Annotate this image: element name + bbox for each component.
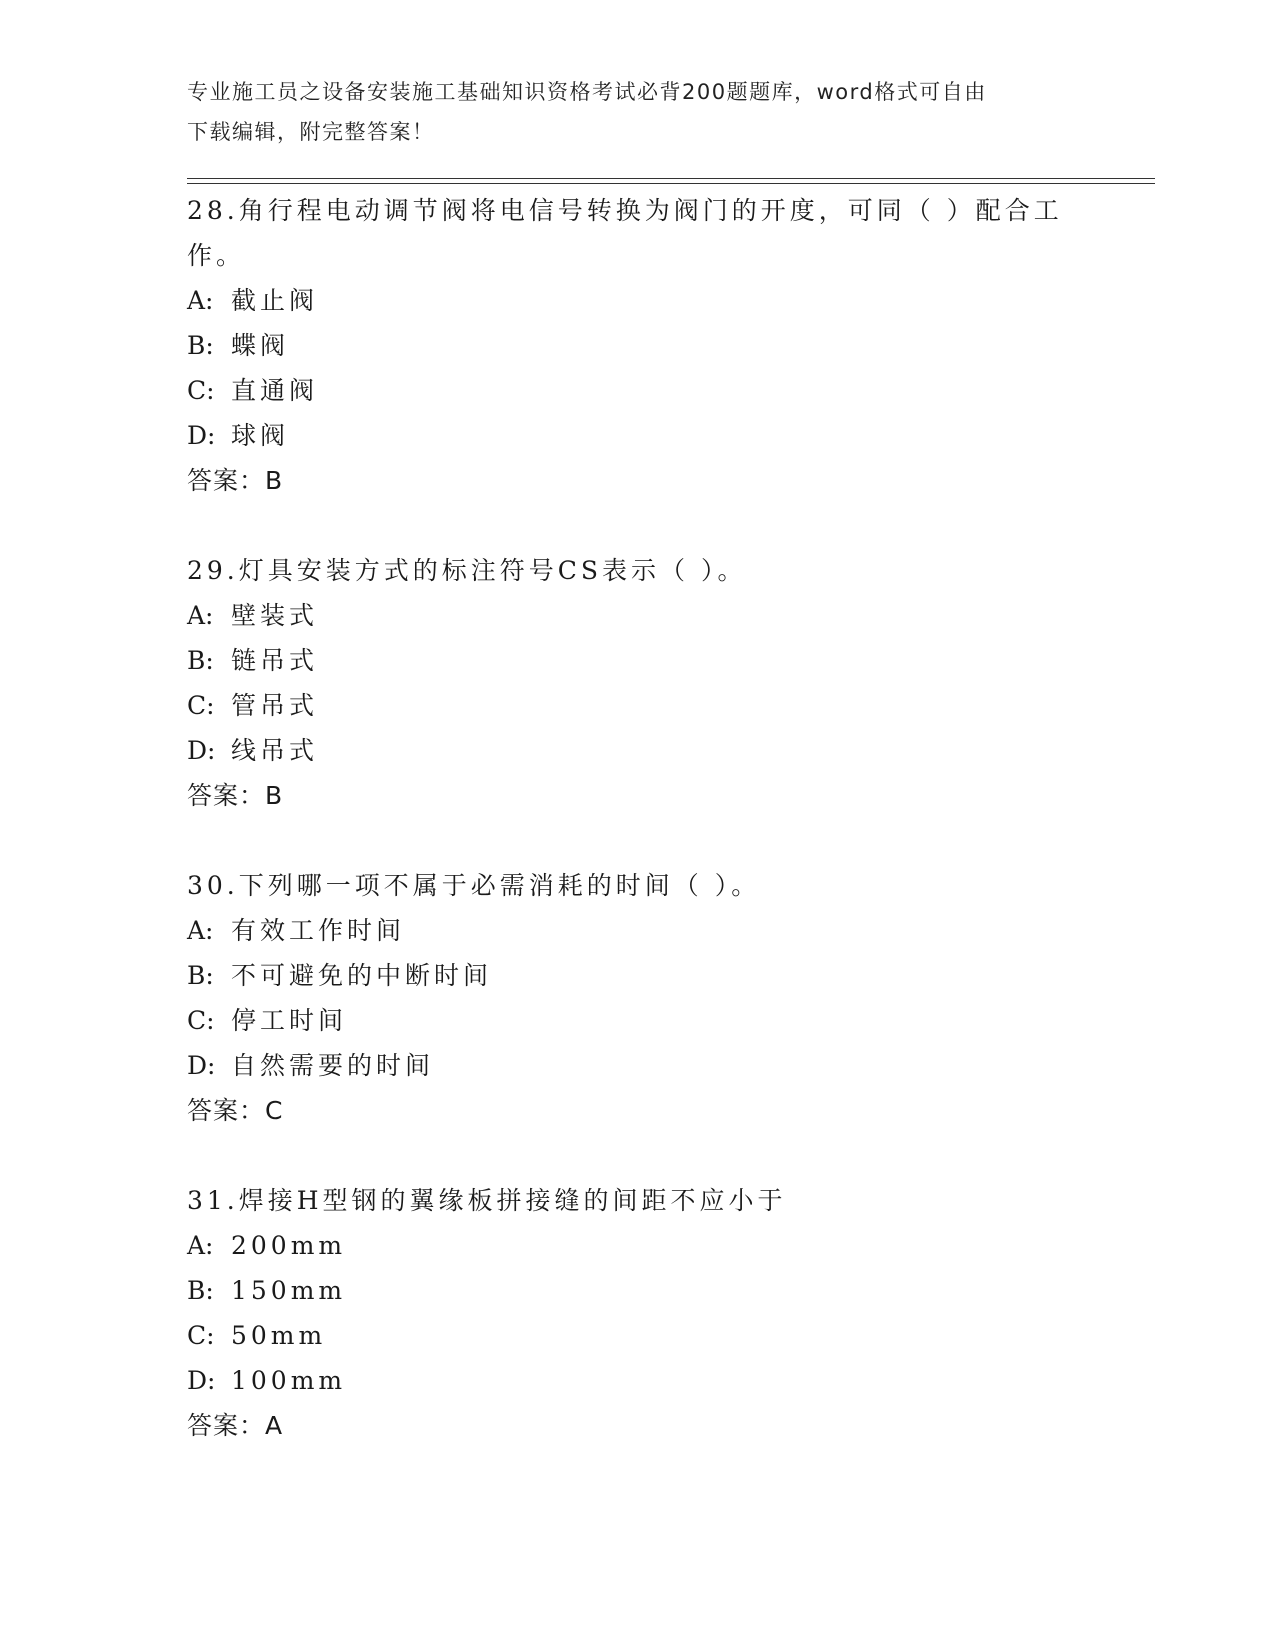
option-text: 链吊式	[231, 646, 319, 675]
option-text: 线吊式	[231, 736, 319, 765]
option-c	[187, 368, 1087, 413]
question-text-continued: 作。	[187, 241, 246, 270]
option-label: C:	[187, 691, 215, 720]
option-text: 截止阀	[231, 286, 319, 315]
option-text: 直通阀	[231, 376, 319, 405]
option-label: C:	[187, 376, 215, 405]
option-text: 停工时间	[231, 1006, 348, 1035]
option-label: C:	[187, 1321, 215, 1350]
document-header	[187, 72, 1077, 152]
option-label: D:	[187, 736, 216, 765]
option-label: D:	[187, 1366, 216, 1395]
option-text: 150mm	[231, 1276, 347, 1305]
option-label: D:	[187, 1051, 216, 1080]
option-text: 蝶阀	[231, 331, 290, 360]
answer: 答案：B	[187, 466, 284, 495]
header-line-1: 专业施工员之设备安装施工基础知识资格考试必背200题题库，word格式可自由	[187, 80, 987, 104]
option-text: 管吊式	[231, 691, 319, 720]
option-text: 自然需要的时间	[231, 1051, 435, 1080]
option-text: 有效工作时间	[231, 916, 406, 945]
question-list	[187, 188, 1087, 1448]
question-30	[187, 863, 1087, 1178]
answer: 答案：A	[187, 1411, 284, 1440]
option-a	[187, 908, 1087, 953]
option-label: B:	[187, 646, 214, 675]
question-spacer	[187, 818, 1087, 863]
option-b	[187, 1268, 1087, 1313]
option-label: A:	[187, 916, 214, 945]
option-text: 壁装式	[231, 601, 319, 630]
option-c	[187, 1313, 1087, 1358]
question-text: 29.灯具安装方式的标注符号CS表示（ ）。	[187, 556, 747, 585]
option-d	[187, 1358, 1087, 1403]
option-a	[187, 593, 1087, 638]
option-text: 100mm	[231, 1366, 347, 1395]
option-c	[187, 998, 1087, 1043]
question-text: 30.下列哪一项不属于必需消耗的时间（ ）。	[187, 871, 761, 900]
option-text: 球阀	[231, 421, 290, 450]
option-d	[187, 413, 1087, 458]
option-label: D:	[187, 421, 216, 450]
option-text: 50mm	[231, 1321, 327, 1350]
option-text: 不可避免的中断时间	[231, 961, 493, 990]
answer: 答案：C	[187, 1096, 284, 1125]
question-29	[187, 548, 1087, 863]
option-c	[187, 683, 1087, 728]
option-b	[187, 638, 1087, 683]
question-spacer	[187, 503, 1087, 548]
option-label: A:	[187, 601, 214, 630]
option-label: C:	[187, 1006, 215, 1035]
option-a	[187, 1223, 1087, 1268]
question-spacer	[187, 1133, 1087, 1178]
option-b	[187, 953, 1087, 998]
question-text: 31.焊接H型钢的翼缘板拼接缝的间距不应小于	[187, 1186, 787, 1215]
option-text: 200mm	[231, 1231, 347, 1260]
option-d	[187, 728, 1087, 773]
question-28	[187, 188, 1087, 548]
question-31	[187, 1178, 1087, 1448]
option-label: A:	[187, 286, 214, 315]
option-label: A:	[187, 1231, 214, 1260]
option-label: B:	[187, 961, 214, 990]
answer: 答案：B	[187, 781, 284, 810]
header-line-2: 下载编辑，附完整答案！	[187, 120, 435, 144]
option-a	[187, 278, 1087, 323]
option-label: B:	[187, 331, 214, 360]
option-b	[187, 323, 1087, 368]
option-label: B:	[187, 1276, 214, 1305]
option-d	[187, 1043, 1087, 1088]
question-text: 28.角行程电动调节阀将电信号转换为阀门的开度，可同（ ）配合工	[187, 196, 1063, 225]
header-divider-top	[187, 178, 1155, 179]
header-divider-bottom	[187, 183, 1155, 184]
